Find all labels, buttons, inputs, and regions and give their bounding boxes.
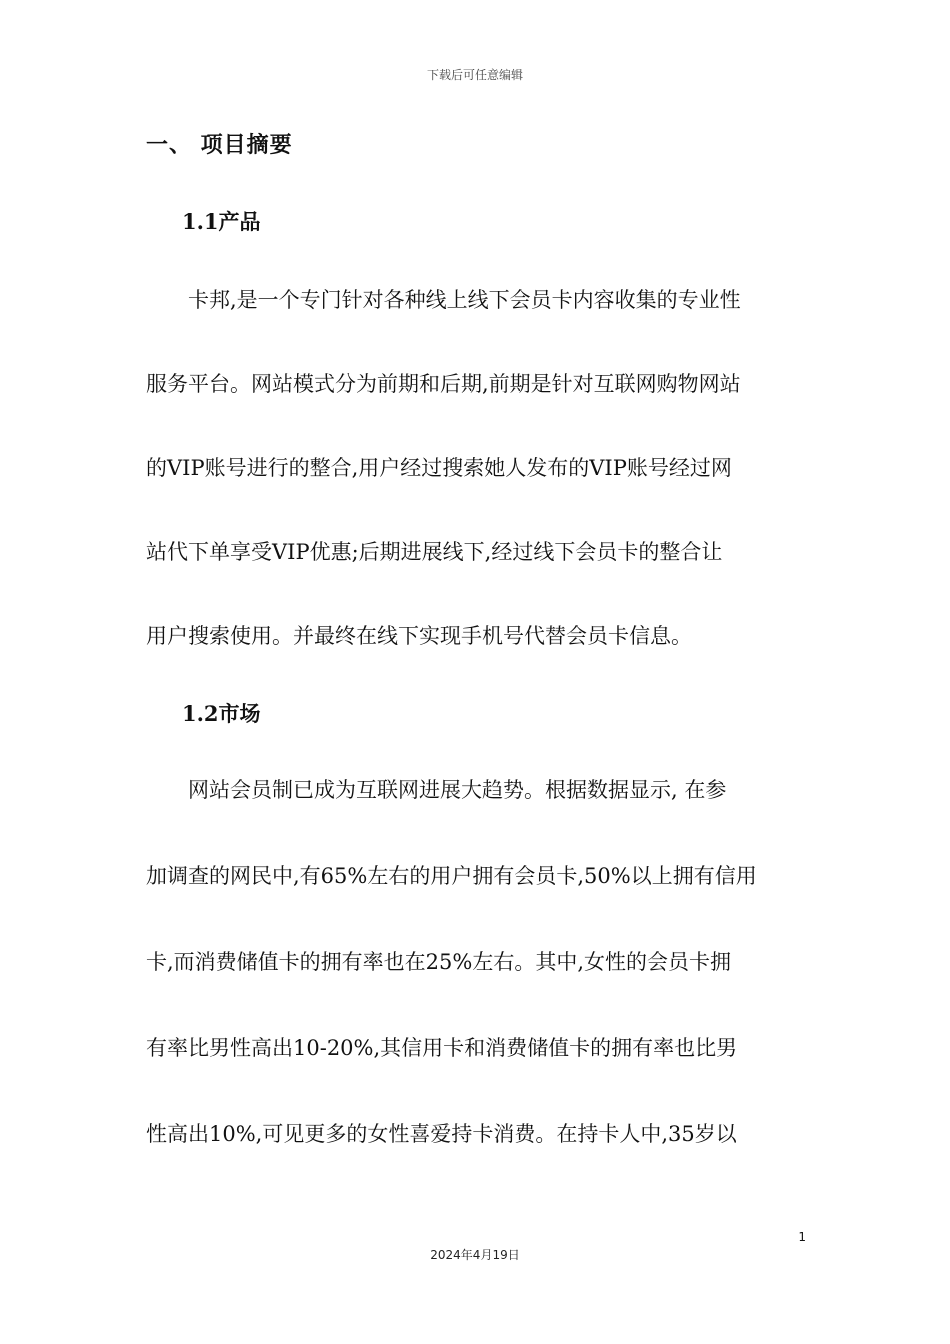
paragraph-line: 服务平台。网站模式分为前期和后期,前期是针对互联网购物网站 xyxy=(146,372,741,396)
paragraph-line: 卡,而消费储值卡的拥有率也在25%左右。其中,女性的会员卡拥 xyxy=(146,950,732,974)
paragraph-line: 站代下单享受VIP优惠;后期进展线下,经过线下会员卡的整合让 xyxy=(146,540,723,564)
subsection-title-product: 1.1产品 xyxy=(182,209,261,234)
footer-date: 2024年4月19日 xyxy=(430,1248,520,1262)
paragraph-line: 的VIP账号进行的整合,用户经过搜索她人发布的VIP账号经过网 xyxy=(146,456,732,480)
paragraph-line: 用户搜索使用。并最终在线下实现手机号代替会员卡信息。 xyxy=(146,624,692,648)
paragraph-line: 性高出10%,可见更多的女性喜爱持卡消费。在持卡人中,35岁以 xyxy=(146,1122,737,1146)
section-title: 一、 项目摘要 xyxy=(146,132,293,158)
paragraph-line: 卡邦,是一个专门针对各种线上线下会员卡内容收集的专业性 xyxy=(146,288,741,312)
paragraph-line: 网站会员制已成为互联网进展大趋势。根据数据显示, 在参 xyxy=(146,778,727,802)
paragraph-line: 加调查的网民中,有65%左右的用户拥有会员卡,50%以上拥有信用 xyxy=(146,864,757,888)
page-number: 1 xyxy=(798,1230,806,1244)
paragraph-line: 有率比男性高出10-20%,其信用卡和消费储值卡的拥有率也比男 xyxy=(146,1036,738,1060)
page-header-note: 下载后可任意编辑 xyxy=(426,68,523,82)
subsection-title-market: 1.2市场 xyxy=(182,701,261,726)
